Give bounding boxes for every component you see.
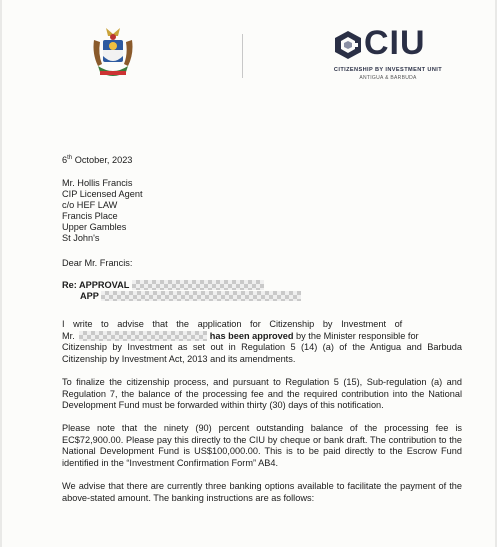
paragraph-2: To finalize the citizenship process, and pursuant to Regulation 5 (15), Sub-regulation (a) and Regulation 7, the balance of the processing fee and the required contribution into the National Development Fund must be forwarded within thirty (30) days of this notification. [62, 377, 462, 411]
address-line: St John's [62, 233, 100, 243]
address-line: Mr. Hollis Francis [62, 178, 133, 188]
paragraph-3: Please note that the ninety (90) percent outstanding balance of the processing fee is EC$72,900.00. Please pay this directly to the CIU by cheque or bank draft. The contribution to the National Development Fund is US$100,000.00. This is to be paid directly to the Escrow Fund identified in the “Investment Confirmation Form” AB4. [62, 423, 462, 468]
letter-date: 6th October, 2023 [62, 154, 133, 165]
hexagon-c-icon [334, 30, 362, 60]
header-divider [242, 34, 243, 78]
redacted-block [79, 331, 207, 341]
paragraph-1-line-1: I write to advise that the application for Citizenship by Investment of [62, 319, 403, 329]
ciu-logo-subtitle: CITIZENSHIP BY INVESTMENT UNIT [333, 67, 443, 73]
address-line: c/o HEF LAW [62, 200, 118, 210]
redacted-block [132, 280, 264, 290]
salutation: Dear Mr. Francis: [62, 258, 133, 268]
coat-of-arms-icon [90, 26, 136, 80]
redacted-block [101, 291, 301, 301]
address-line: CIP Licensed Agent [62, 189, 143, 199]
subject-line-2: APP [80, 291, 301, 302]
paragraph-1-line-2: Mr. has been approved by the Minister responsible for [62, 331, 419, 341]
letter-page [2, 0, 495, 547]
paragraph-1-line-3: Citizenship by Investment as set out in Regulation 5 (14) (a) of the Antigua and Barbuda Citizenship by Investment Act, 2013 and its amendments. [62, 342, 462, 364]
paragraph-4: We advise that there are currently three banking options available to facilitate the payment of the above-stated amount. The banking instructions are as follows: [62, 481, 462, 503]
address-line: Upper Gambles [62, 222, 127, 232]
ciu-logo-country: ANTIGUA & BARBUDA [359, 75, 417, 81]
address-line: Francis Place [62, 211, 118, 221]
ciu-logo-word: CIU [364, 24, 426, 62]
subject-line: Re: APPROVAL [62, 280, 264, 291]
